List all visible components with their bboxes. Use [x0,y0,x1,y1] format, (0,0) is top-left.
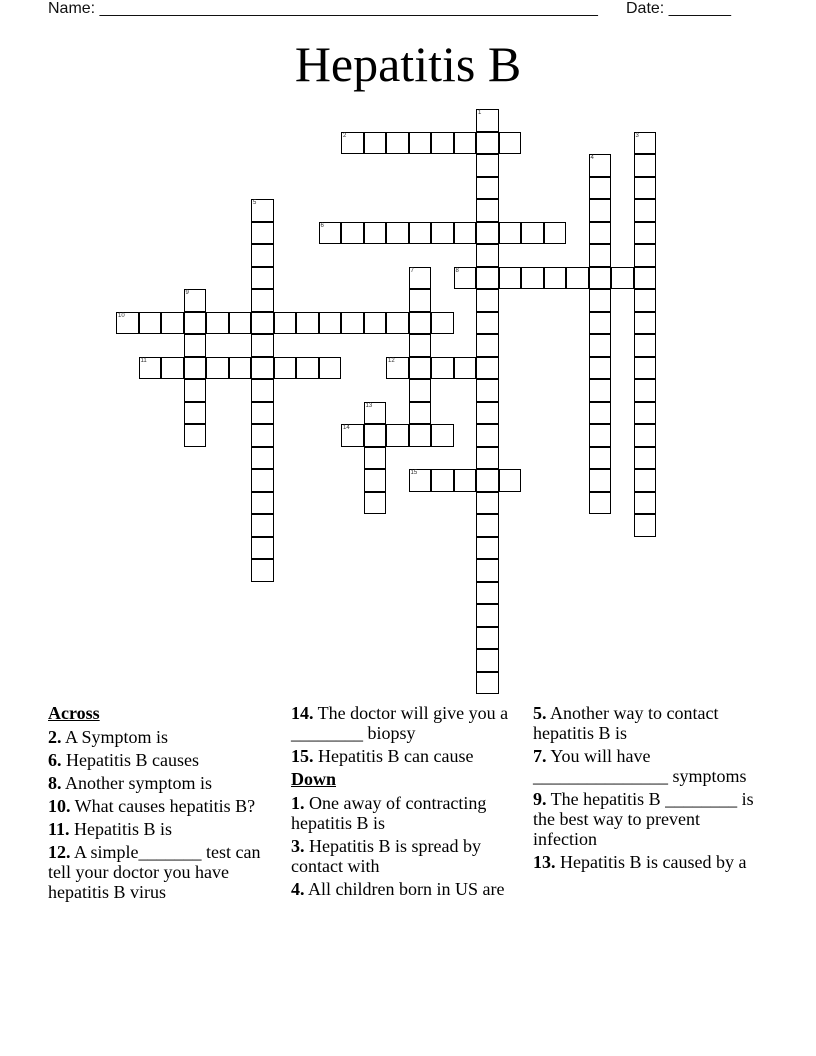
clue-down-4: 4. All children born in US are [291,879,505,899]
grid-cell[interactable] [589,222,612,245]
grid-cell[interactable] [634,402,657,425]
clue-down-7: 7. You will have _______________ symptoms [533,746,747,786]
grid-cell[interactable] [364,132,387,155]
grid-cell[interactable] [499,469,522,492]
grid-cell[interactable] [634,514,657,537]
grid-cell[interactable] [476,469,499,492]
grid-cell[interactable] [476,177,499,200]
clues-column-2 [291,703,516,902]
grid-cell[interactable] [296,312,319,335]
grid-cell[interactable] [251,447,274,470]
grid-cell[interactable] [161,312,184,335]
cell-number: 13 [365,402,373,409]
grid-cell[interactable] [431,469,454,492]
grid-cell[interactable] [409,357,432,380]
grid-cell[interactable] [364,424,387,447]
grid-cell[interactable] [251,559,274,582]
grid-cell[interactable] [229,357,252,380]
grid-cell[interactable] [319,222,342,245]
grid-cell[interactable] [589,469,612,492]
across-heading: Across [48,703,100,723]
grid-cell[interactable] [634,492,657,515]
grid-cell[interactable] [184,289,207,312]
grid-cell[interactable] [499,132,522,155]
grid-cell[interactable] [251,334,274,357]
grid-cell[interactable] [206,357,229,380]
grid-cell[interactable] [409,289,432,312]
grid-cell[interactable] [476,312,499,335]
puzzle-title: Hepatitis B [294,36,522,92]
grid-cell[interactable] [386,424,409,447]
grid-cell[interactable] [364,492,387,515]
grid-cell[interactable] [364,402,387,425]
grid-cell[interactable] [589,267,612,290]
grid-cell[interactable] [251,199,274,222]
grid-cell[interactable] [589,289,612,312]
grid-cell[interactable] [476,334,499,357]
grid-cell[interactable] [499,222,522,245]
clue-across-2: 2. A Symptom is [48,727,169,747]
grid-cell[interactable] [341,222,364,245]
grid-cell[interactable] [409,132,432,155]
grid-cell[interactable] [521,267,544,290]
grid-cell[interactable] [634,334,657,357]
grid-cell[interactable] [634,199,657,222]
grid-cell[interactable] [431,357,454,380]
grid-cell[interactable] [476,582,499,605]
cell-number: 12 [388,357,395,364]
cell-number: 11 [140,357,147,364]
grid-cell[interactable] [251,312,274,335]
grid-cell[interactable] [409,312,432,335]
grid-cell[interactable] [206,312,229,335]
clue-down-1: 1. One away of contracting hepatitis B is [291,793,487,833]
grid-cell[interactable] [634,177,657,200]
cell-number: 1 [478,110,482,116]
cell-number: 5 [253,200,257,206]
grid-cell[interactable] [184,424,207,447]
grid-cell[interactable] [274,312,297,335]
grid-cell[interactable] [296,357,319,380]
grid-cell[interactable] [454,357,477,380]
grid-cell[interactable] [589,199,612,222]
grid-cell[interactable] [476,267,499,290]
grid-cell[interactable] [589,424,612,447]
cell-number: 15 [410,470,418,476]
grid-cell[interactable] [431,222,454,245]
grid-cell[interactable] [566,267,589,290]
grid-cell[interactable] [634,289,657,312]
grid-cell[interactable] [634,447,657,470]
grid-cell[interactable] [476,649,499,672]
grid-cell[interactable] [251,469,274,492]
clue-down-13: 13. Hepatitis B is caused by a [533,852,747,872]
clues-column-1 [48,703,273,905]
grid-cell[interactable] [589,402,612,425]
grid-cell[interactable] [386,312,409,335]
grid-cell[interactable] [341,132,364,155]
grid-cell[interactable] [184,312,207,335]
grid-cell[interactable] [409,424,432,447]
grid-cell[interactable] [499,267,522,290]
grid-cell[interactable] [274,357,297,380]
grid-cell[interactable] [521,222,544,245]
clue-across-15: 15. Hepatitis B can cause [291,746,474,766]
grid-cell[interactable] [454,222,477,245]
grid-cell[interactable] [634,424,657,447]
grid-cell[interactable] [634,267,657,290]
grid-cell[interactable] [386,357,409,380]
grid-cell[interactable] [251,514,274,537]
grid-cell[interactable] [476,537,499,560]
grid-cell[interactable] [116,312,139,335]
grid-cell[interactable] [251,289,274,312]
grid-cell[interactable] [634,357,657,380]
grid-cell[interactable] [184,402,207,425]
grid-cell[interactable] [431,312,454,335]
cell-number: 14 [343,425,350,431]
clues-column-3 [533,703,758,875]
grid-cell[interactable] [409,267,432,290]
grid-cell[interactable] [634,154,657,177]
grid-cell[interactable] [634,379,657,402]
cell-number: 6 [320,222,324,229]
grid-cell[interactable] [589,244,612,267]
grid-cell[interactable] [364,222,387,245]
grid-cell[interactable] [476,402,499,425]
grid-cell[interactable] [476,672,499,695]
grid-cell[interactable] [634,244,657,267]
grid-cell[interactable] [386,132,409,155]
grid-cell[interactable] [476,357,499,380]
grid-cell[interactable] [229,312,252,335]
grid-cell[interactable] [341,424,364,447]
grid-cell[interactable] [634,132,657,155]
name-field[interactable]: Name: ________________________________________________________ [48,0,598,17]
cell-number: 9 [185,290,189,296]
clue-across-6: 6. Hepatitis B causes [48,750,199,770]
grid-cell[interactable] [611,267,634,290]
grid-cell[interactable] [161,357,184,380]
grid-cell[interactable] [454,267,477,290]
grid-cell[interactable] [139,357,162,380]
grid-cell[interactable] [476,132,499,155]
grid-cell[interactable] [476,154,499,177]
grid-cell[interactable] [589,447,612,470]
grid-cell[interactable] [589,357,612,380]
clue-down-3: 3. Hepatitis B is spread by contact with [291,836,481,876]
grid-cell[interactable] [251,267,274,290]
grid-cell[interactable] [476,424,499,447]
grid-cell[interactable] [589,334,612,357]
grid-cell[interactable] [251,537,274,560]
clue-across-11: 11. Hepatitis B is [48,819,173,839]
grid-cell[interactable] [184,379,207,402]
cell-number: 2 [343,132,347,139]
grid-cell[interactable] [454,132,477,155]
clue-across-12: 12. A simple_______ test can tell your doctor you have hepatitis B virus [48,842,261,902]
grid-cell[interactable] [251,379,274,402]
grid-cell[interactable] [476,514,499,537]
grid-cell[interactable] [476,379,499,402]
grid-cell[interactable] [319,357,342,380]
cell-number: 8 [455,267,459,274]
grid-cell[interactable] [386,222,409,245]
grid-cell[interactable] [184,334,207,357]
grid-cell[interactable] [476,222,499,245]
grid-cell[interactable] [476,109,499,132]
grid-cell[interactable] [409,379,432,402]
grid-cell[interactable] [431,424,454,447]
grid-cell[interactable] [544,267,567,290]
grid-cell[interactable] [476,289,499,312]
grid-cell[interactable] [544,222,567,245]
grid-cell[interactable] [431,132,454,155]
grid-cell[interactable] [319,312,342,335]
grid-cell[interactable] [476,447,499,470]
grid-cell[interactable] [634,222,657,245]
date-field[interactable]: Date: _______ [626,0,731,17]
clue-across-14: 14. The doctor will give you a ________ biopsy [291,703,509,743]
grid-cell[interactable] [454,469,477,492]
grid-cell[interactable] [476,559,499,582]
grid-cell[interactable] [589,492,612,515]
grid-cell[interactable] [184,357,207,380]
grid-cell[interactable] [251,402,274,425]
grid-cell[interactable] [634,312,657,335]
grid-cell[interactable] [251,222,274,245]
grid-cell[interactable] [251,424,274,447]
clue-across-10: 10. What causes hepatitis B? [48,796,256,816]
clue-down-9: 9. The hepatitis B ________ is the best way to prevent infection [533,789,754,849]
down-heading: Down [291,769,337,789]
cell-number: 3 [635,132,639,139]
grid-cell[interactable] [364,447,387,470]
grid-cell[interactable] [589,177,612,200]
cell-number: 7 [410,267,414,274]
grid-cell[interactable] [139,312,162,335]
grid-cell[interactable] [634,469,657,492]
grid-cell[interactable] [476,627,499,650]
grid-cell[interactable] [589,154,612,177]
grid-cell[interactable] [341,312,364,335]
grid-cell[interactable] [364,312,387,335]
grid-cell[interactable] [409,334,432,357]
grid-cell[interactable] [476,244,499,267]
clue-across-8: 8. Another symptom is [48,773,213,793]
grid-cell[interactable] [251,357,274,380]
grid-cell[interactable] [409,222,432,245]
grid-cell[interactable] [476,492,499,515]
grid-cell[interactable] [409,402,432,425]
cell-number: 4 [590,155,594,161]
cell-number: 10 [118,312,125,319]
grid-cell[interactable] [364,469,387,492]
grid-cell[interactable] [409,469,432,492]
grid-cell[interactable] [251,492,274,515]
grid-cell[interactable] [476,604,499,627]
grid-cell[interactable] [589,312,612,335]
clue-down-5: 5. Another way to contact hepatitis B is [533,703,719,743]
grid-cell[interactable] [251,244,274,267]
grid-cell[interactable] [476,199,499,222]
grid-cell[interactable] [589,379,612,402]
